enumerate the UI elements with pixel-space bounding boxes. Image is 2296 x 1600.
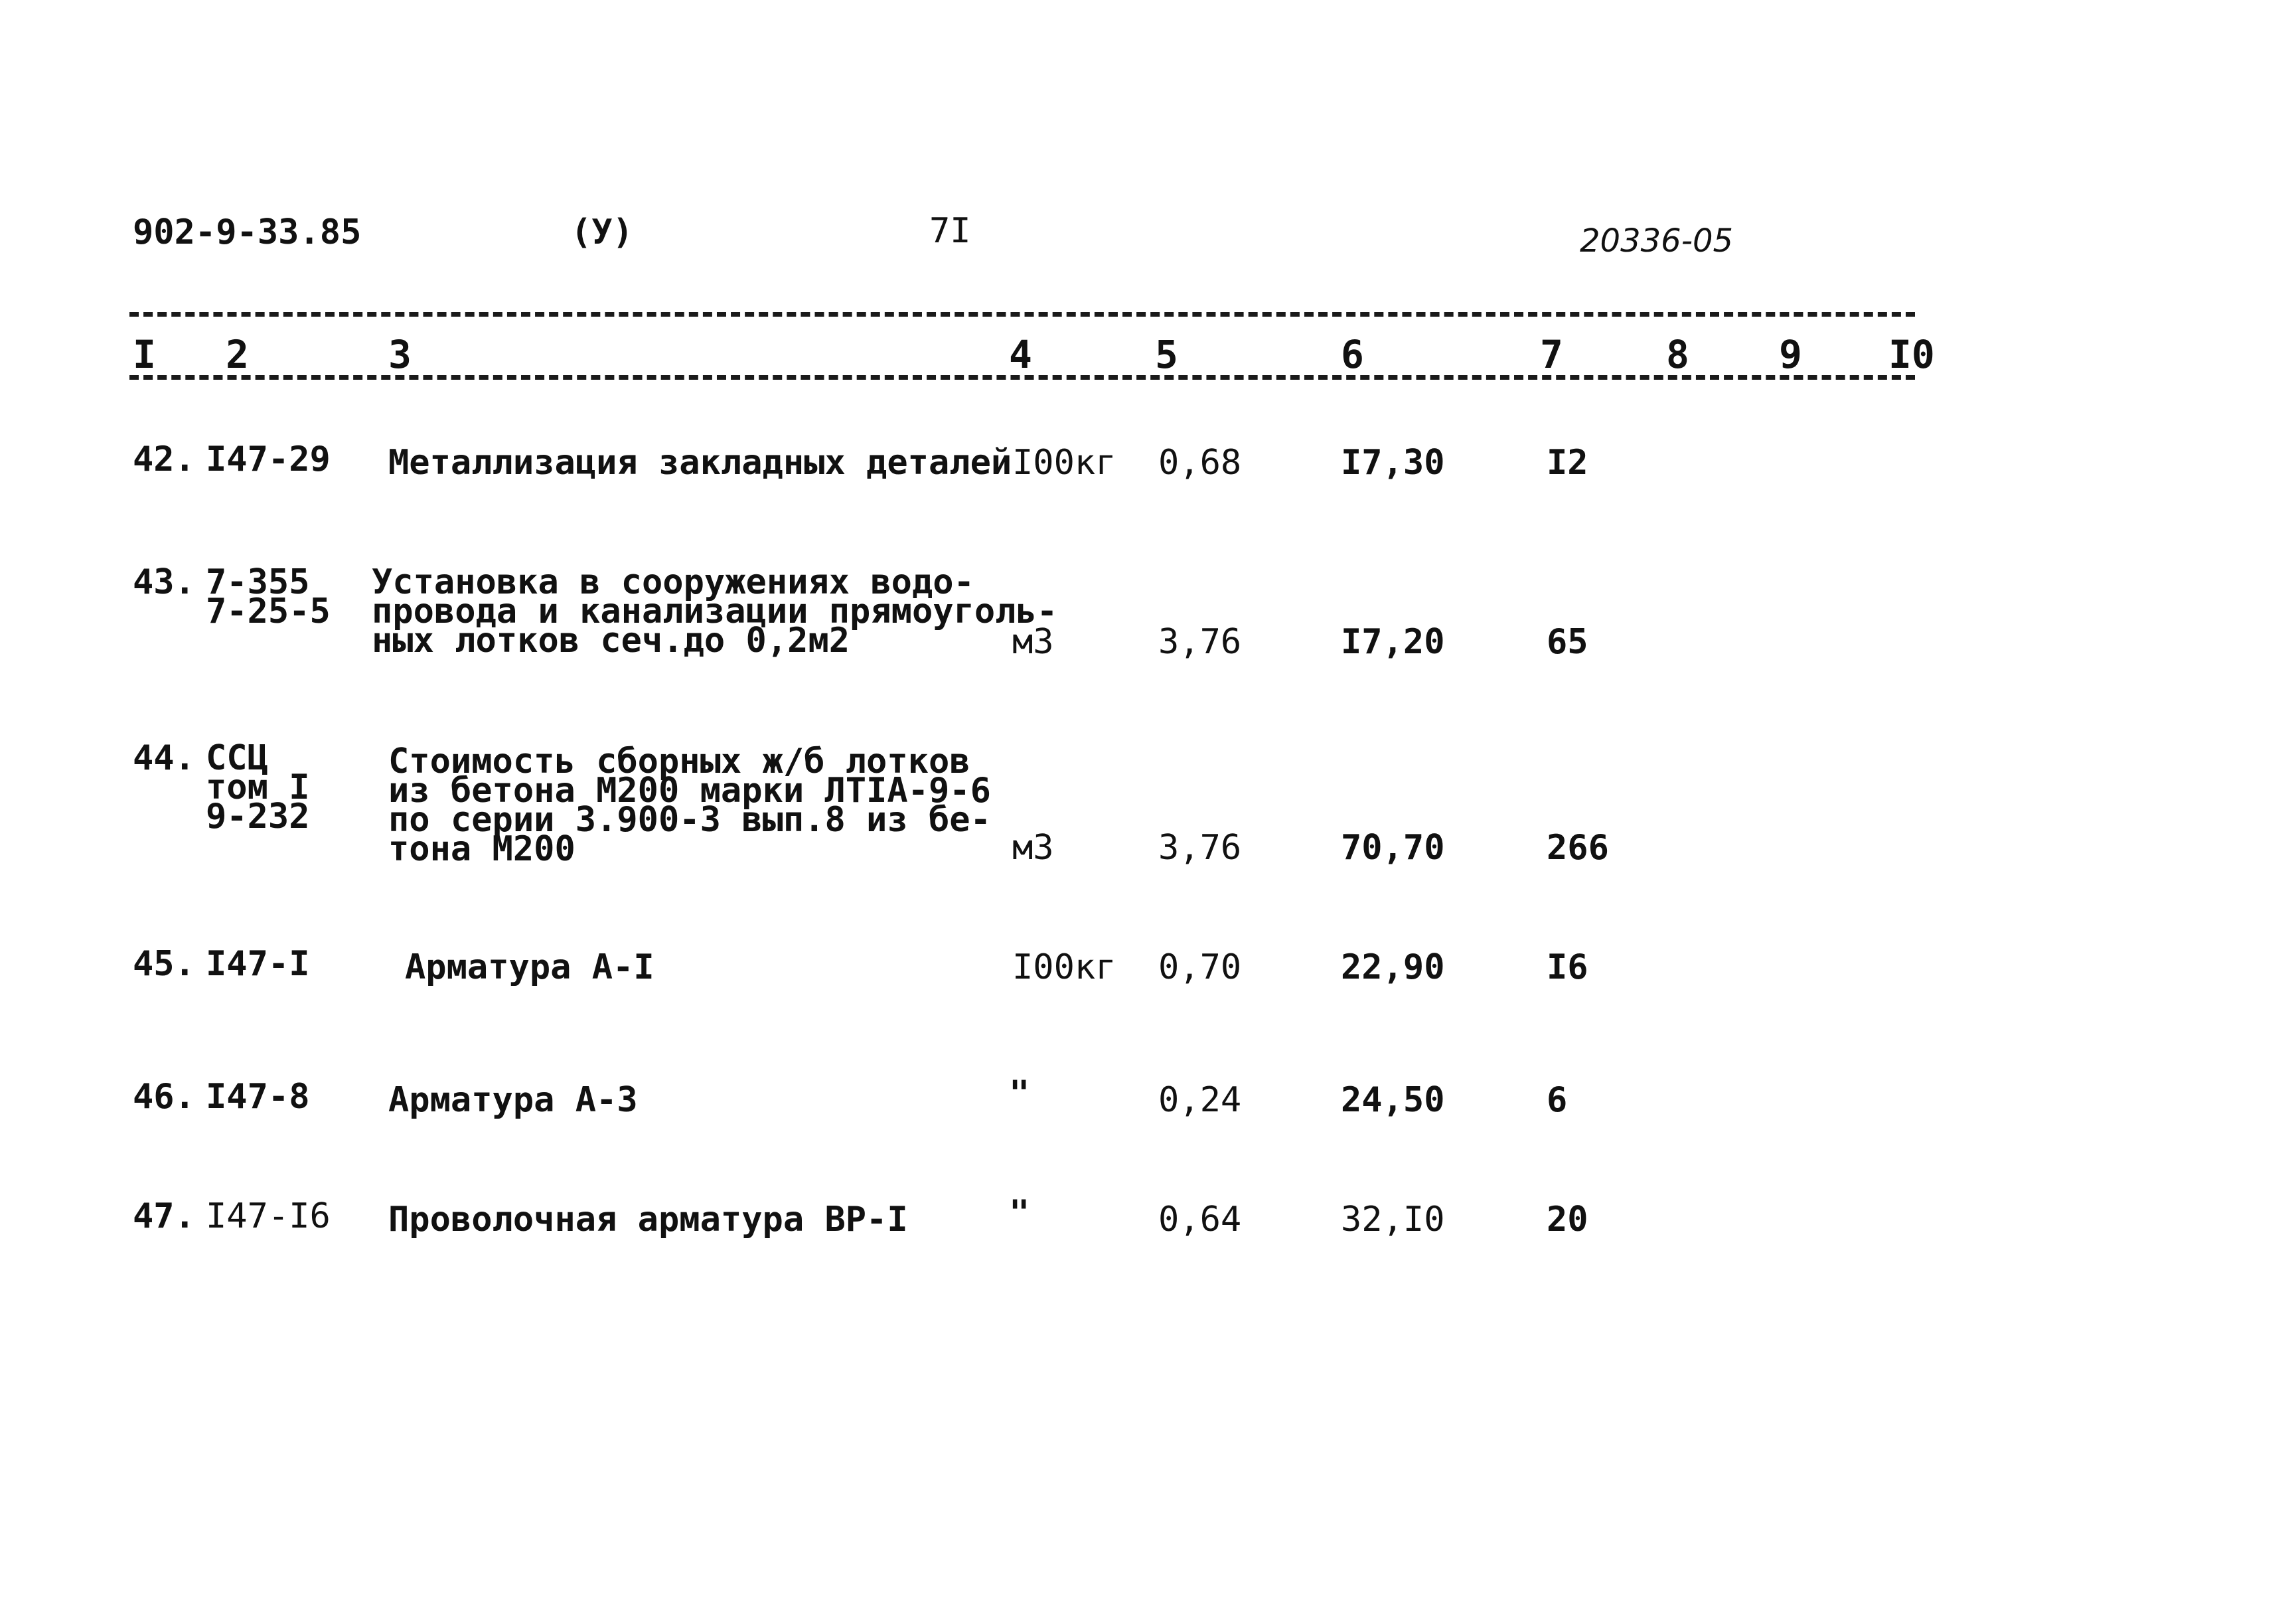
row-code: I47-29	[206, 440, 331, 479]
row-total: I6	[1547, 947, 1588, 987]
column-number-3: 3	[388, 332, 412, 377]
row-unit-price: 32,I0	[1341, 1200, 1445, 1240]
row-number: 43.	[133, 562, 195, 602]
row-description: Металлизация закладных деталей	[388, 443, 1012, 483]
row-number: 45.	[133, 944, 195, 984]
column-number-9: 9	[1779, 332, 1802, 377]
row-quantity: 0,24	[1158, 1080, 1242, 1120]
row-quantity: 0,64	[1158, 1200, 1242, 1240]
row-unit-ditto-mark: "	[1009, 1193, 1030, 1233]
column-number-7: 7	[1540, 332, 1563, 377]
row-total: 20	[1547, 1200, 1588, 1240]
column-number-10: I0	[1888, 332, 1935, 377]
registration-number: 20336-05	[1580, 222, 1734, 260]
page-number: 7I	[929, 211, 971, 251]
row-unit-price: I7,30	[1341, 443, 1445, 483]
row-unit-price: 70,70	[1341, 828, 1445, 868]
row-code: ССЦ том I 9-232	[206, 738, 310, 837]
row-unit-ditto-mark: "	[1009, 1074, 1030, 1113]
row-description: Стоимость сборных ж/б лотков из бетона М200 марки ЛТIА-9-6 по серии 3.900-3 вып.8 из бе- тона М200	[388, 742, 991, 869]
row-description: Арматура А-3	[388, 1080, 638, 1120]
column-number-4: 4	[1009, 332, 1032, 377]
column-number-5: 5	[1155, 332, 1178, 377]
row-quantity: 3,76	[1158, 622, 1242, 662]
document-mark: (У)	[571, 212, 633, 252]
row-unit-price: I7,20	[1341, 622, 1445, 662]
row-code: I47-I6	[206, 1196, 331, 1236]
row-number: 44.	[133, 738, 195, 778]
row-total: 6	[1547, 1080, 1568, 1120]
row-number: 46.	[133, 1077, 195, 1117]
row-description: Проволочная арматура ВР-I	[388, 1200, 908, 1240]
row-code: I47-8	[206, 1077, 310, 1117]
row-total: 65	[1547, 622, 1588, 662]
column-number-2: 2	[226, 332, 249, 377]
column-number-1: I	[133, 332, 156, 377]
document-code: 902-9-33.85	[133, 212, 362, 252]
row-description: Установка в сооружениях водо- провода и канализации прямоуголь- ных лотков сеч.до 0,2м2	[372, 562, 1058, 661]
row-unit-price: 22,90	[1341, 947, 1445, 987]
row-number: 47.	[133, 1196, 195, 1236]
column-number-6: 6	[1341, 332, 1364, 377]
top-dashed-rule	[129, 312, 1915, 317]
row-number: 42.	[133, 440, 195, 479]
row-description: Арматура А-I	[405, 947, 654, 987]
row-code: 7-355 7-25-5	[206, 562, 331, 631]
row-unit: м3	[1012, 622, 1054, 662]
column-number-8: 8	[1666, 332, 1689, 377]
row-total: I2	[1547, 443, 1588, 483]
row-quantity: 0,70	[1158, 947, 1242, 987]
row-quantity: 3,76	[1158, 828, 1242, 868]
row-quantity: 0,68	[1158, 443, 1242, 483]
row-unit: I00кг	[1012, 947, 1116, 987]
row-code: I47-I	[206, 944, 310, 984]
header-dashed-rule	[129, 375, 1915, 380]
row-unit: I00кг	[1012, 443, 1116, 483]
row-unit: м3	[1012, 828, 1054, 868]
row-unit-price: 24,50	[1341, 1080, 1445, 1120]
row-total: 266	[1547, 828, 1609, 868]
